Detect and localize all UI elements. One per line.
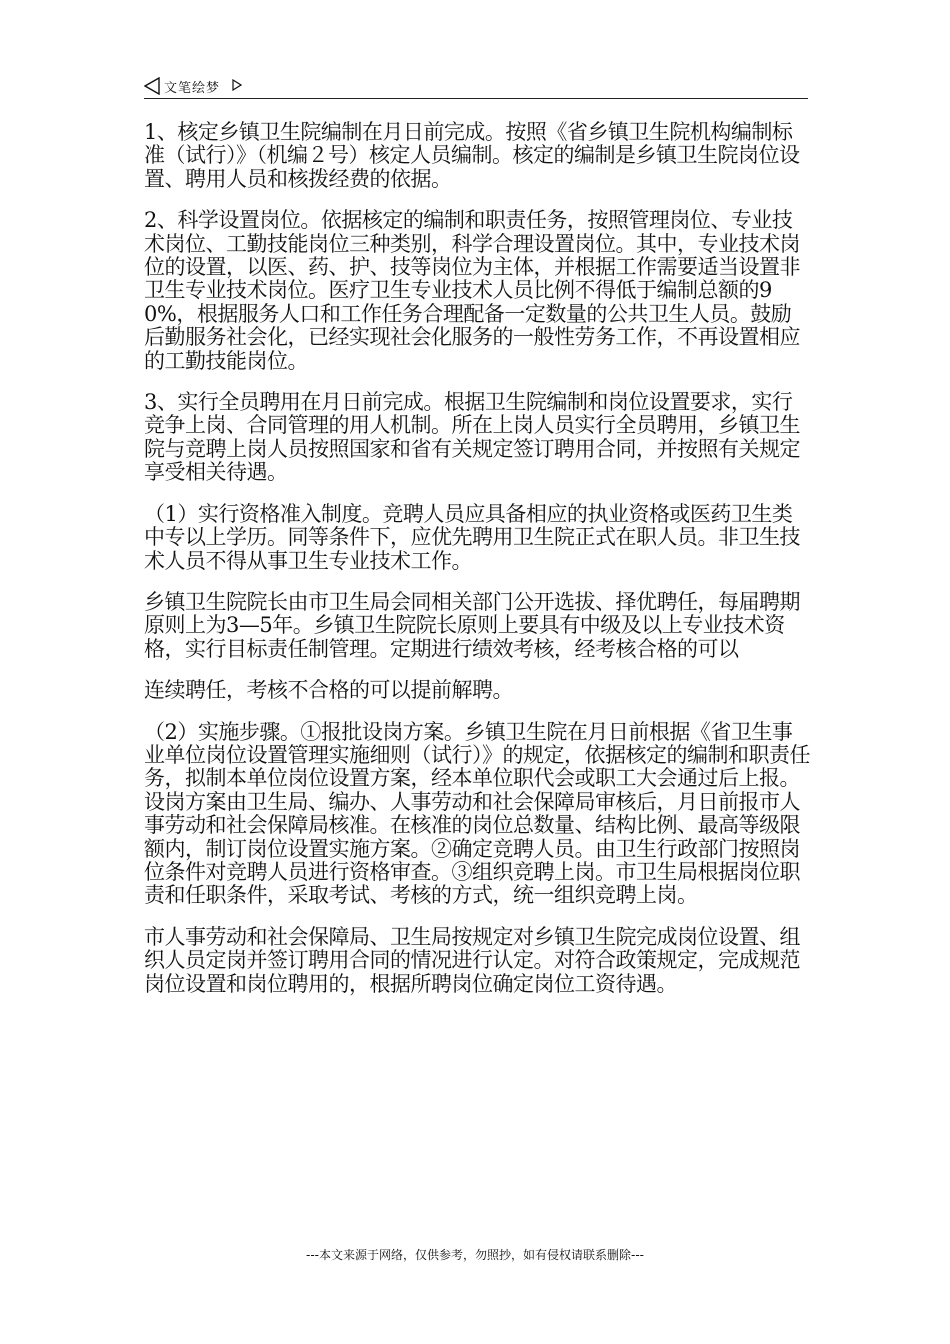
paragraph: （1）实行资格准入制度。竞聘人员应具备相应的执业资格或医药卫生类中专以上学历。同等条件下，应优先聘用卫生院正式在职人员。非卫生技术人员不得从事卫生专业技术工作。: [144, 501, 800, 573]
paragraph: 2、科学设置岗位。依据核定的编制和职责任务，按照管理岗位、专业技术岗位、工勤技能岗位三种类别，科学合理设置岗位。其中，专业技术岗位的设置，以医、药、护、技等岗位为主体，并根据工作需要适当设置非卫生专业技术岗位。医疗卫生专业技术人员比例不得低于编制总额的90%，根据服务人口和工作任务合理配备一定数量的公共卫生人员。鼓励后勤服务社会化，已经实现社会化服务的一般性劳务工作，不再设置相应的工勤技能岗位。: [144, 208, 800, 373]
paragraph: （2）实施步骤。①报批设岗方案。乡镇卫生院在月日前根据《省卫生事业单位岗位设置管理实施细则（试行）》的规定，依据核定的编制和职责任务，拟制本单位岗位设置方案，经本单位职代会或职工大会通过后上报。设岗方案由卫生局、编办、人事劳动和社会保障局审核后，月日前报市人事劳动和社会保障局核准。在核准的岗位总数量、结构比例、最高等级限额内，制订岗位设置实施方案。②确定竞聘人员。由卫生行政部门按照岗位条件对竞聘人员进行资格审查。③组织竞聘上岗。市卫生局根据岗位职责和任职条件，采取考试、考核的方式，统一组织竞聘上岗。: [144, 719, 810, 908]
paragraph: 市人事劳动和社会保障局、卫生局按规定对乡镇卫生院完成岗位设置、组织人员定岗并签订聘用合同的情况进行认定。对符合政策规定，完成规范岗位设置和岗位聘用的，根据所聘岗位确定岗位工资待遇。: [144, 924, 800, 996]
paragraph: 1、核定乡镇卫生院编制在月日前完成。按照《省乡镇卫生院机构编制标准（试行）》（机编２号）核定人员编制。核定的编制是乡镇卫生院岗位设置、聘用人员和核拨经费的依据。: [144, 120, 800, 191]
triangle-left-icon: [144, 77, 160, 95]
triangle-right-icon: [232, 79, 242, 91]
document-body: [144, 121, 810, 1014]
paragraph: 乡镇卫生院院长由市卫生局会同相关部门公开选拔、择优聘任，每届聘期原则上为3—5年。乡镇卫生院院长原则上要具有中级及以上专业技术资格，实行目标责任制管理。定期进行绩效考核，经考核合格的可以: [144, 589, 800, 661]
paragraph: 连续聘任，考核不合格的可以提前解聘。: [144, 678, 513, 703]
header-brand: 文笔绘梦: [164, 81, 221, 96]
footer-notice: ---本文来源于网络，仅供参考，勿照抄，如有侵权请联系删除---: [306, 1248, 644, 1262]
page-header: [144, 74, 808, 99]
paragraph: 3、实行全员聘用在月日前完成。根据卫生院编制和岗位设置要求，实行竞争上岗、合同管理的用人机制。所在上岗人员实行全员聘用，乡镇卫生院与竞聘上岗人员按照国家和省有关规定签订聘用合同，并按照有关规定享受相关待遇。: [144, 390, 800, 485]
